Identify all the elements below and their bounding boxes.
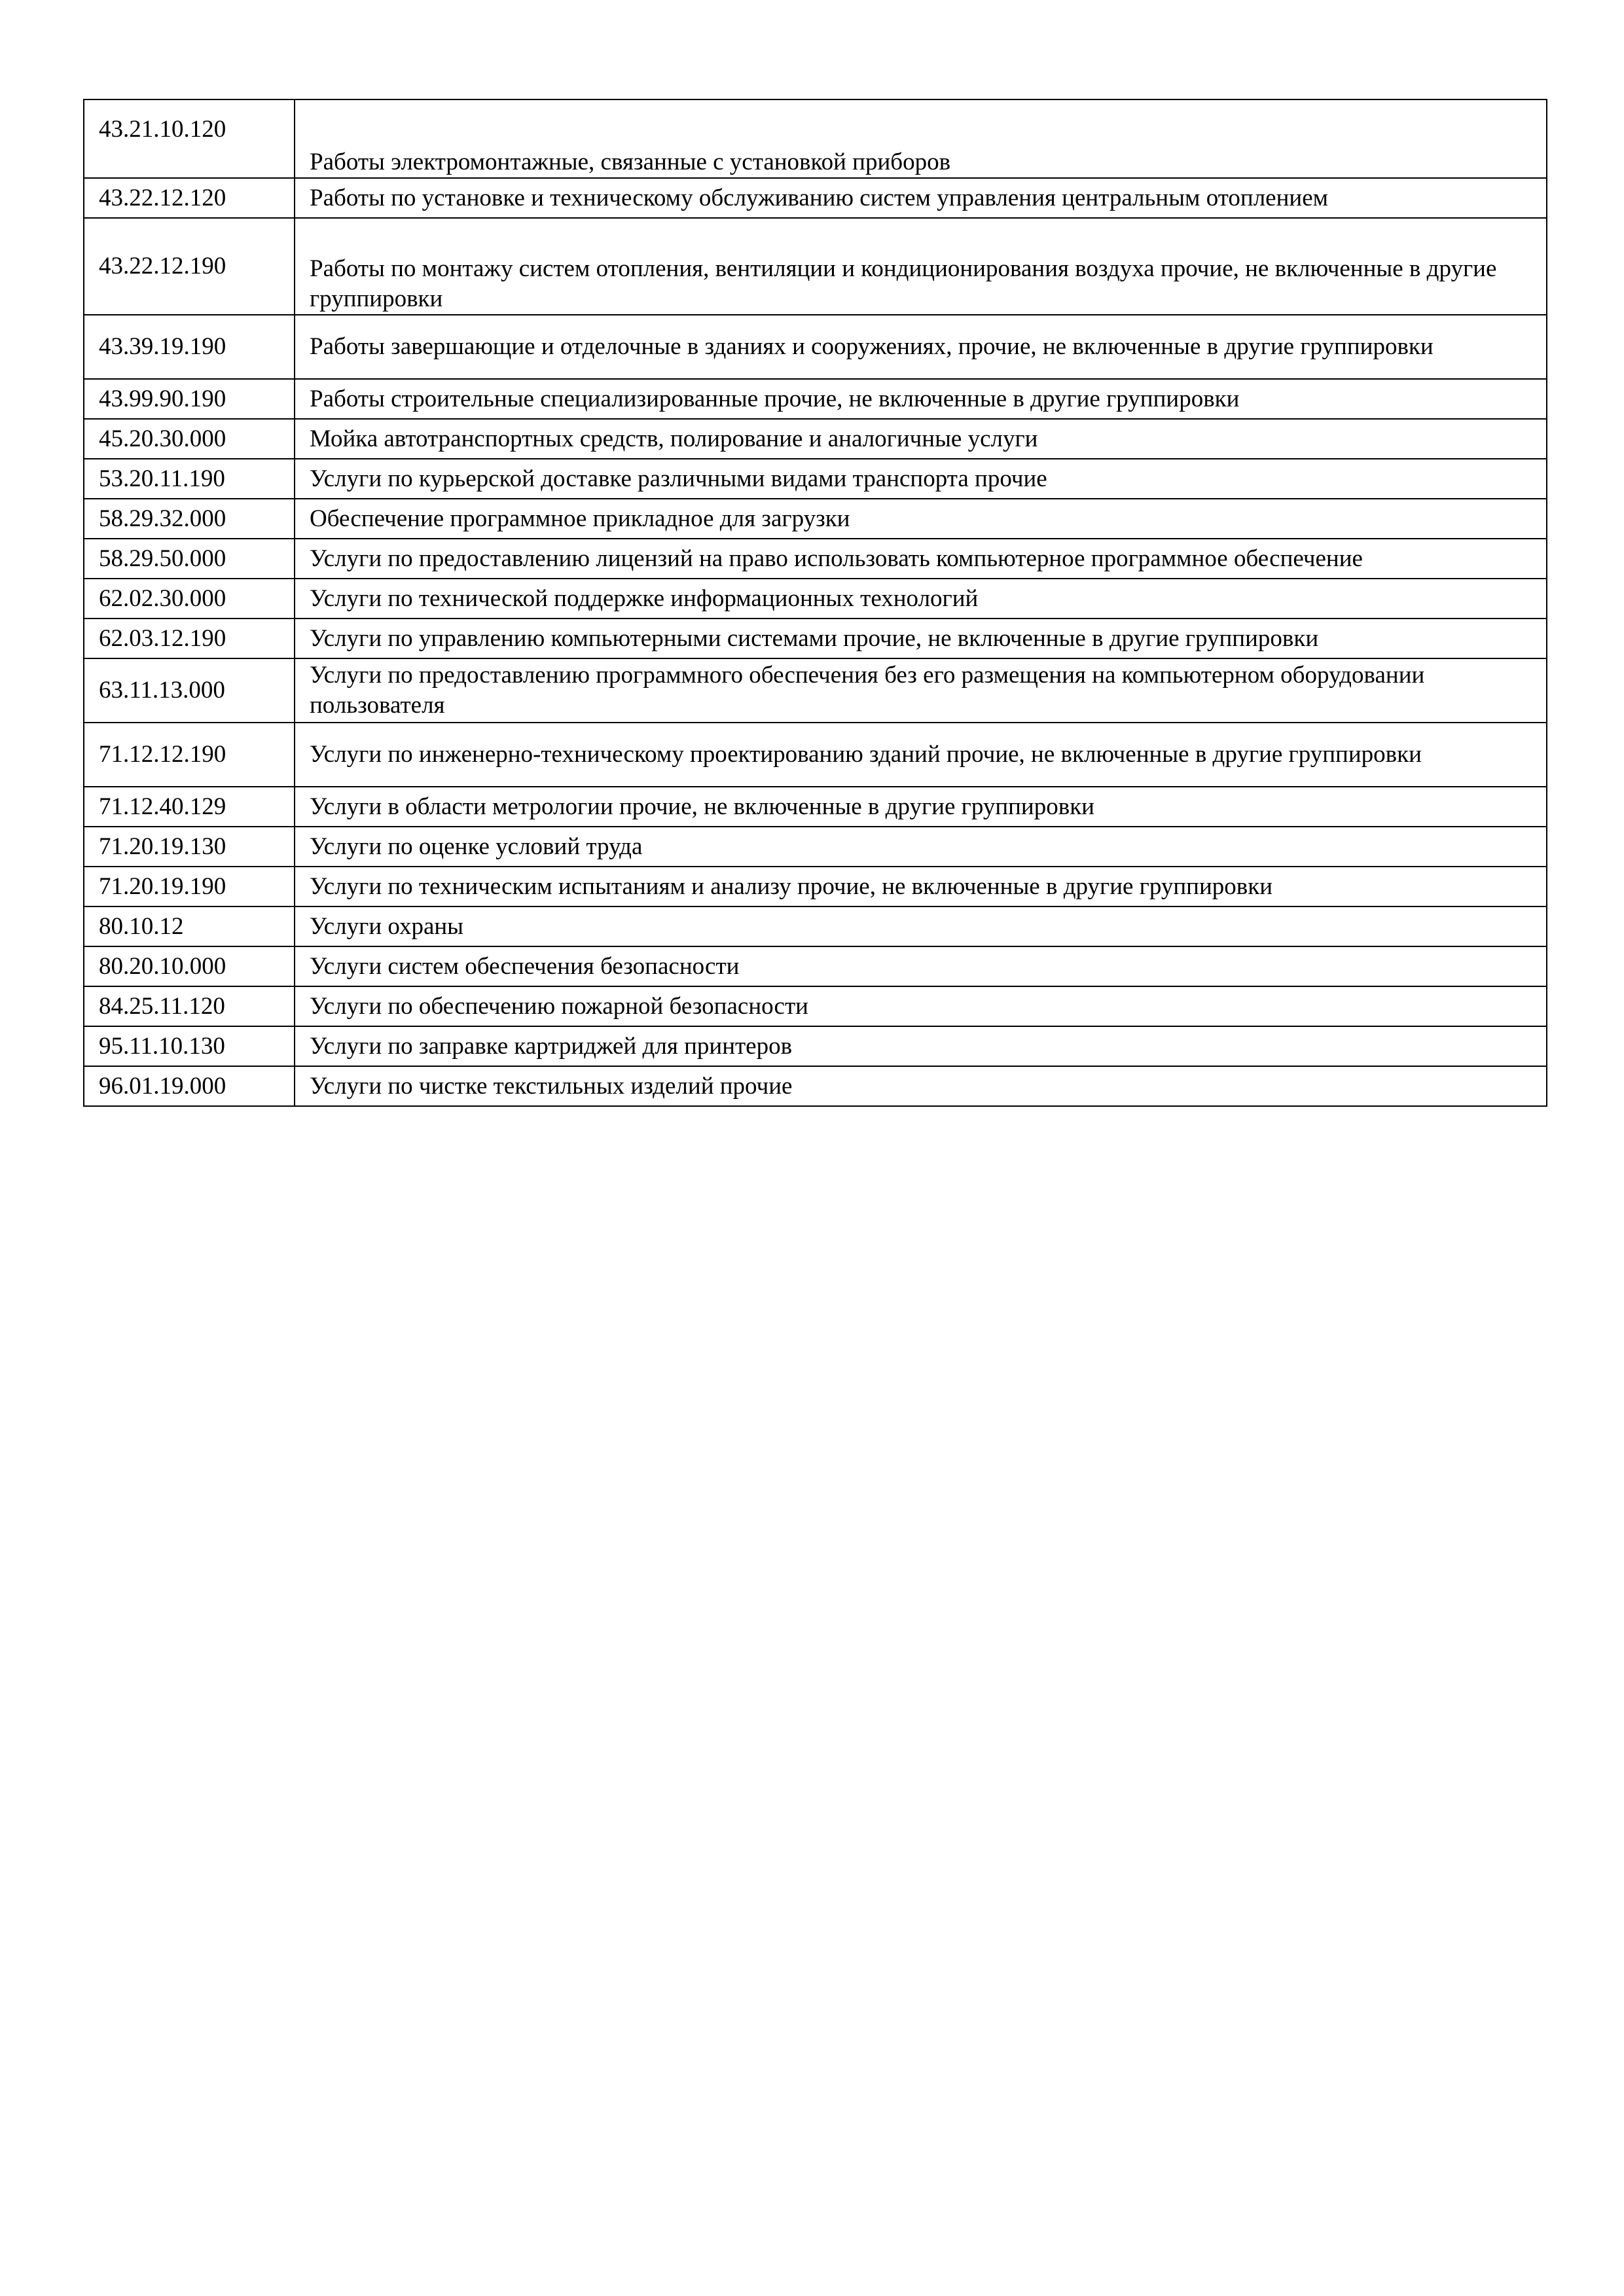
description-cell: Услуги по технической поддержке информационных технологий (295, 579, 1547, 619)
table-row (84, 1026, 1547, 1066)
description-cell: Услуги по предоставлению лицензий на право использовать компьютерное программное обеспечение (295, 539, 1547, 579)
code-cell: 58.29.50.000 (84, 539, 295, 579)
code-cell: 84.25.11.120 (84, 986, 295, 1026)
description-cell: Услуги охраны (295, 906, 1547, 946)
description-cell: Услуги по техническим испытаниям и анализу прочие, не включенные в другие группировки (295, 867, 1547, 906)
code-cell: 62.02.30.000 (84, 579, 295, 619)
table-row (84, 315, 1547, 379)
description-cell: Услуги систем обеспечения безопасности (295, 946, 1547, 986)
code-cell: 58.29.32.000 (84, 499, 295, 539)
code-cell: 71.20.19.190 (84, 867, 295, 906)
table-row (84, 867, 1547, 906)
table-row (84, 619, 1547, 658)
table-row (84, 658, 1547, 723)
table-body (84, 99, 1547, 1106)
code-cell: 95.11.10.130 (84, 1026, 295, 1066)
description-cell: Работы по установке и техническому обслуживанию систем управления центральным отоплением (295, 178, 1547, 218)
description-cell: Услуги по чистке текстильных изделий прочие (295, 1066, 1547, 1106)
description-cell: Услуги по инженерно-техническому проектированию зданий прочие, не включенные в другие группировки (295, 723, 1547, 787)
code-cell: 45.20.30.000 (84, 419, 295, 459)
table-row (84, 419, 1547, 459)
table-row (84, 99, 1547, 178)
code-cell: 43.21.10.120 (84, 99, 295, 178)
description-cell: Работы завершающие и отделочные в зданиях и сооружениях, прочие, не включенные в другие группировки (295, 315, 1547, 379)
description-cell: Работы строительные специализированные прочие, не включенные в другие группировки (295, 379, 1547, 419)
description-cell: Работы электромонтажные, связанные с установкой приборов (295, 99, 1547, 178)
okpd-codes-table (83, 99, 1547, 1107)
description-cell: Работы по монтажу систем отопления, вентиляции и кондиционирования воздуха прочие, не включенные в другие группировки (295, 218, 1547, 315)
code-cell: 71.20.19.130 (84, 827, 295, 867)
code-cell: 43.22.12.190 (84, 218, 295, 315)
description-cell: Услуги по заправке картриджей для принтеров (295, 1026, 1547, 1066)
code-cell: 53.20.11.190 (84, 459, 295, 499)
table-row (84, 579, 1547, 619)
table-row (84, 1066, 1547, 1106)
code-cell: 63.11.13.000 (84, 658, 295, 723)
description-cell: Мойка автотранспортных средств, полирование и аналогичные услуги (295, 419, 1547, 459)
table-row (84, 723, 1547, 787)
table-row (84, 986, 1547, 1026)
description-cell: Услуги по управлению компьютерными системами прочие, не включенные в другие группировки (295, 619, 1547, 658)
description-cell: Услуги по предоставлению программного обеспечения без его размещения на компьютерном оборудовании пользователя (295, 658, 1547, 723)
table-row (84, 379, 1547, 419)
code-cell: 71.12.40.129 (84, 787, 295, 827)
table-row (84, 459, 1547, 499)
table-row (84, 499, 1547, 539)
code-cell: 80.10.12 (84, 906, 295, 946)
code-cell: 80.20.10.000 (84, 946, 295, 986)
code-cell: 43.22.12.120 (84, 178, 295, 218)
description-cell: Услуги по оценке условий труда (295, 827, 1547, 867)
table-row (84, 827, 1547, 867)
code-cell: 96.01.19.000 (84, 1066, 295, 1106)
code-cell: 71.12.12.190 (84, 723, 295, 787)
table-row (84, 178, 1547, 218)
description-cell: Обеспечение программное прикладное для загрузки (295, 499, 1547, 539)
table-row (84, 906, 1547, 946)
table-row (84, 787, 1547, 827)
code-cell: 43.99.90.190 (84, 379, 295, 419)
table-row (84, 218, 1547, 315)
description-cell: Услуги по обеспечению пожарной безопасности (295, 986, 1547, 1026)
description-cell: Услуги в области метрологии прочие, не включенные в другие группировки (295, 787, 1547, 827)
code-cell: 62.03.12.190 (84, 619, 295, 658)
table-row (84, 946, 1547, 986)
code-cell: 43.39.19.190 (84, 315, 295, 379)
description-cell: Услуги по курьерской доставке различными видами транспорта прочие (295, 459, 1547, 499)
table-row (84, 539, 1547, 579)
